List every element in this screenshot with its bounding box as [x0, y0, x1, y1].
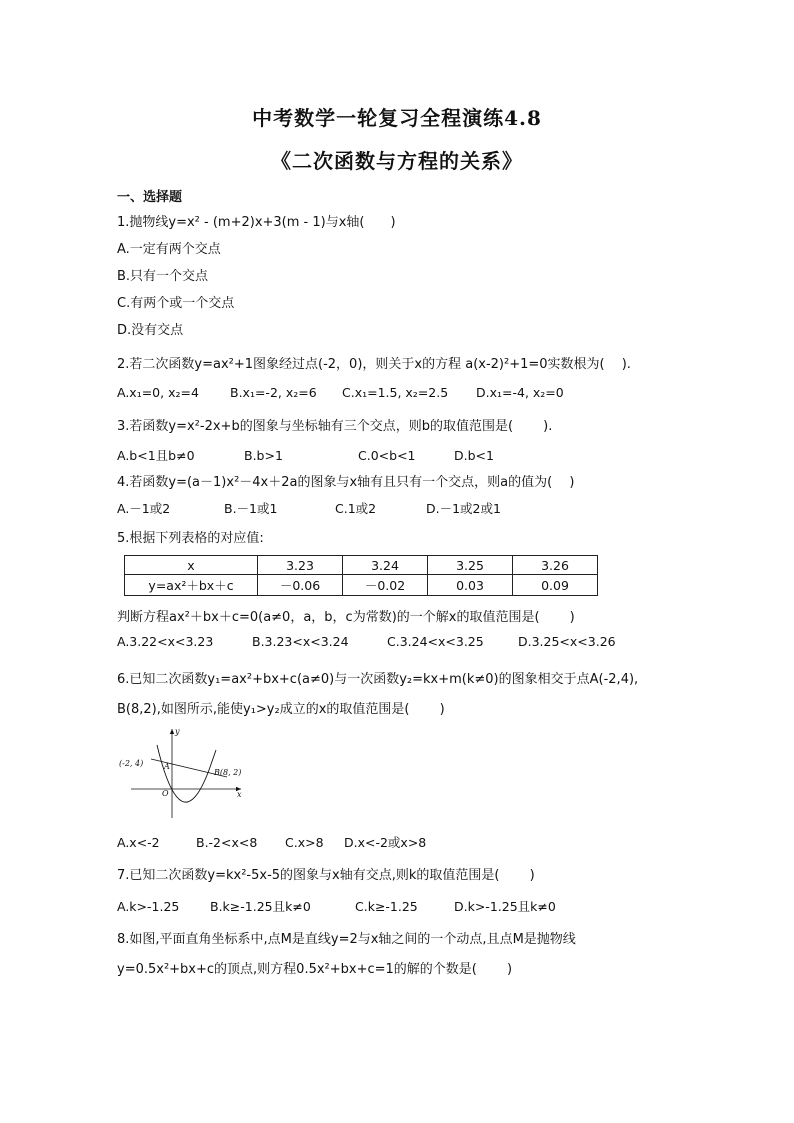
question-6-option-c: C.x>8: [285, 835, 324, 850]
question-6-options: [117, 833, 426, 851]
question-4-option-d: D.－1或2或1: [426, 501, 501, 516]
question-5-option-d: D.3.25<x<3.26: [518, 634, 616, 649]
y-axis-label: y: [175, 727, 180, 736]
question-7-option-d: D.k>-1.25且k≠0: [454, 899, 556, 914]
table-header-x: x: [125, 556, 258, 575]
question-5-option-a: A.3.22<x<3.23: [117, 634, 214, 649]
x-axis-label: x: [237, 790, 242, 799]
document-title: 中考数学一轮复习全程演练4.8: [252, 106, 542, 130]
question-5-option-c: C.3.24<x<3.25: [387, 634, 484, 649]
point-a-coordinate-label: (-2, 4): [119, 759, 144, 768]
question-5-options: [117, 634, 616, 649]
question-5-followup: 判断方程ax²＋bx＋c=0(a≠0，a，b，c为常数)的一个解x的取值范围是( ): [117, 610, 575, 625]
question-4-options: [117, 499, 501, 517]
question-1-option-a: A.一定有两个交点: [117, 242, 221, 257]
question-1-option-c: C.有两个或一个交点: [117, 296, 235, 311]
question-4-stem: 4.若函数y=(a－1)x²－4x＋2a的图象与x轴有且只有一个交点，则a的值为( ): [117, 475, 575, 490]
question-2-option-a: A.x₁=0, x₂=4: [117, 385, 199, 400]
question-7-option-c: C.k≥-1.25: [355, 899, 418, 914]
question-3-stem: 3.若函数y=x²-2x+b的图象与坐标轴有三个交点，则b的取值范围是( ).: [117, 419, 553, 434]
question-6-option-a: A.x<-2: [117, 835, 160, 850]
question-6-option-b: B.-2<x<8: [196, 835, 258, 850]
value-table: [124, 555, 598, 596]
question-4-option-b: B.－1或1: [224, 501, 278, 516]
table-cell: 0.03: [428, 575, 513, 596]
question-7-option-a: A.k>-1.25: [117, 899, 180, 914]
question-7-option-b: B.k≥-1.25且k≠0: [210, 899, 311, 914]
question-2-options: [117, 385, 564, 400]
question-1-option-b: B.只有一个交点: [117, 269, 209, 284]
table-cell: 3.23: [258, 556, 343, 575]
question-1-option-d: D.没有交点: [117, 323, 184, 338]
table-cell: 3.26: [513, 556, 598, 575]
table-cell: －0.06: [258, 575, 343, 596]
question-8-stem-line2: y=0.5x²+bx+c的顶点,则方程0.5x²+bx+c=1的解的个数是( ): [117, 962, 513, 977]
question-7-stem: 7.已知二次函数y=kx²-5x-5的图象与x轴有交点,则k的取值范围是( ): [117, 868, 535, 883]
question-1-stem: 1.抛物线y=x² - (m+2)x+3(m - 1)与x轴( ): [117, 215, 396, 230]
table-cell: 0.09: [513, 575, 598, 596]
section-heading: 一、选择题: [117, 190, 183, 205]
question-2-option-d: D.x₁=-4, x₂=0: [476, 385, 564, 400]
question-2-option-b: B.x₁=-2, x₂=6: [230, 385, 317, 400]
question-6-option-d: D.x<-2或x>8: [344, 835, 427, 850]
question-7-options: [117, 897, 556, 915]
question-4-option-c: C.1或2: [335, 501, 377, 516]
question-2-option-c: C.x₁=1.5, x₂=2.5: [342, 385, 449, 400]
question-5-stem: 5.根据下列表格的对应值:: [117, 531, 264, 546]
question-6-stem-line1: 6.已知二次函数y₁=ax²+bx+c(a≠0)与一次函数y₂=kx+m(k≠0)的图象相交于点A(-2,4),: [117, 672, 639, 687]
table-cell: －0.02: [343, 575, 428, 596]
origin-label: O: [162, 789, 169, 798]
table-cell: 3.24: [343, 556, 428, 575]
question-3-option-a: A.b<1且b≠0: [117, 448, 195, 463]
y-axis-arrow: [170, 729, 174, 734]
point-b-label: B(8, 2): [214, 768, 242, 777]
table-row-label: y=ax²＋bx＋c: [125, 575, 258, 596]
table-row: [125, 556, 598, 575]
question-4-option-a: A.－1或2: [117, 501, 171, 516]
question-3-options: [117, 446, 494, 464]
question-3-option-d: D.b<1: [454, 448, 494, 463]
question-2-stem: 2.若二次函数y=ax²+1图象经过点(-2，0)，则关于x的方程 a(x-2)²+1=0实数根为( ).: [117, 357, 631, 372]
document-subtitle: 《二次函数与方程的关系》: [271, 149, 523, 173]
question-3-option-c: C.0<b<1: [358, 448, 416, 463]
question-3-option-b: B.b>1: [244, 448, 283, 463]
question-8-stem-line1: 8.如图,平面直角坐标系中,点M是直线y=2与x轴之间的一个动点,且点M是抛物线: [117, 932, 576, 947]
table-cell: 3.25: [428, 556, 513, 575]
point-a-label: A: [164, 762, 170, 771]
question-6-stem-line2: B(8,2),如图所示,能使y₁>y₂成立的x的取值范围是( ): [117, 702, 445, 717]
table-row: [125, 575, 598, 596]
function-graph-figure: [117, 725, 257, 820]
question-5-option-b: B.3.23<x<3.24: [252, 634, 349, 649]
